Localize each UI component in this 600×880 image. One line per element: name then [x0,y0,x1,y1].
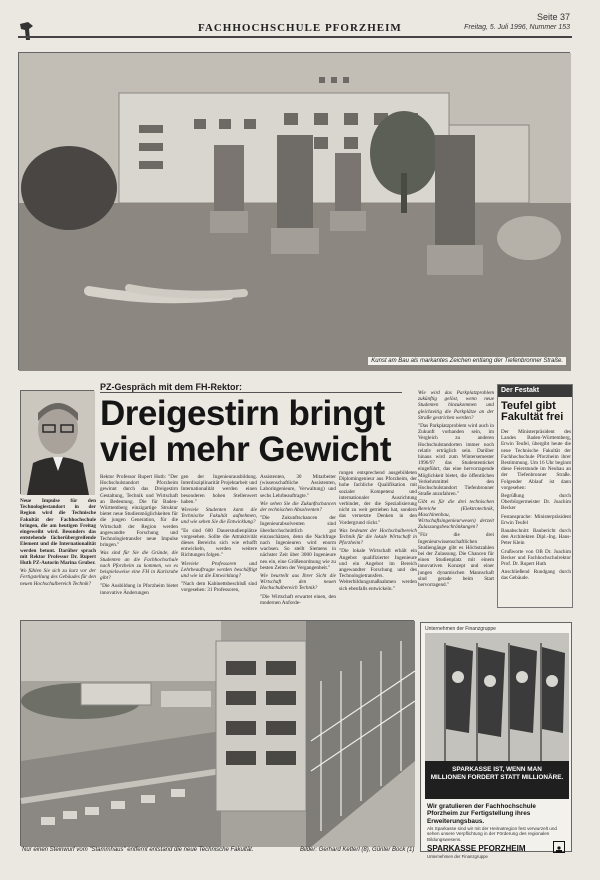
section-title: FACHHOCHSCHULE PFORZHEIM [198,22,402,34]
question-6: Wie beurteilt aus Ihrer Sicht die Wirtschaft den neuen Hochschulbereich Technik? [260,573,336,592]
sidebar-item: Bauabschnitt: Baubericht durch den Architekten Dipl.-Ing. Hans-Peter Klein [501,528,571,547]
kicker-rule [100,392,402,393]
question-2: Was sind für Sie die Gründe, die Studenten an die Fachhochschule nach Pforzheim zu kommen, wo es beispielsweise eine FH in Karlsruhe gibt? [100,550,178,582]
sidebar-tag: Der Festakt [498,385,572,397]
bottom-photo-faculty [20,620,414,846]
rektor-portrait [20,390,94,494]
page-number: Seite 37 [536,12,570,22]
sparkasse-advertisement [420,622,572,859]
answer-1: Rektor Professor Rupert Huth: "Der Hochschulstandort Pforzheim gewinnt durch das Dreigestirn Gestaltung, Technik und Wirtschaft an Bedeutung. Die für Baden-Württemberg einzigartige Struktur bietet neue Studienmöglichkeiten für die jungen Generation, für die Wirtschaft der Region werden angewandte Forschung und Technologietransfer neue Impulse bringen." [100,474,178,549]
headline-line-1: Dreigestirn bringt [100,394,385,433]
sidebar-intro: Der Ministerpräsident des Landes Baden-Württemberg, Erwin Teufel, übergibt heute die neue Technische Fakultät der Fachhochschule Pforzheim ihrer Bestimmung. Um 16 Uhr beginnt diese Feierstunde im Neubau an der Tiefenbronner Straße. Folgender Ablauf ist dann vorgesehen: [501,429,571,491]
ad-slogan: Unternehmen der Finanzgruppe [427,854,488,859]
article-column-5 [339,470,417,614]
answer-3: "Es sind 600 Dauerstudienplätze vorgesehen. Sollte die Attraktivität dieses Bereichs sich wie erhofft entwickeln, werden weitere Richtungen folgen." [181,527,257,559]
ad-topline: Unternehmen der Finanzgruppe [425,626,496,632]
ad-brand-name: SPARKASSE PFORZHEIM [427,844,526,853]
issue-date: Freitag, 5. Juli 1996, Nummer 153 [464,24,570,31]
ad-flags-image [425,633,569,761]
article-intro: Neue Impulse für den Technologiestandort in der Region wird die Technische Fakultät der Fachhochschule bringen, die am heutigen Freitag eingeweiht wird. Besonders das entstehende fächerübergreifende Element und die Internationalität werden betont. Darüber sprach mit Rektor Professor Dr. Rupert Huth PZ-Autorin Marina Gruber. [20,498,96,567]
answer-2-start: "Die Ausbildung in Pforzheim bietet innovative Änderungen [100,583,178,596]
question-7: Was bedeutet der Hochschulbereich Technik für die lokale Wirtschaft in Pforzheim? [339,527,417,547]
sidebar-item: Grußworte von OB Dr. Joachim Becker und Fachhochschulrektor Prof. Dr. Rupert Huth [501,548,571,568]
answer-5: "Die Zukunftschancen der Ingenieurabsolventen sind überdurchschnittlich gut einzuschätzen, denn die Nachfrage nach Ingenieuren wird enorm wachsen. So stellt Siemens in nächster Zeit über 3000 Ingenieure neu ein, eine Größenordnung wie zu besten Zeiten der Vergangenheit." [260,515,336,571]
sidebar-body [501,429,571,605]
header-rule [18,36,572,38]
ad-banner [425,761,569,799]
ad-small-print: Als Sparkasse sind wir mit der Heimatregion fest verwurzelt und sehen unsere Verpflichtung in der Förderung des regionalen Bildungswesens. [427,826,557,842]
sidebar-item: Begrüßung durch Oberbürgermeister Dr. Joachim Becker [501,493,571,512]
question-1: Wo fühlen Sie sich zu kurz vor der Fertigstellung des Gebäudes für den neuen Hochschulbereich Technik? [20,568,96,587]
question-3: Wieviele Studenten kann die Technische Fakultät aufnehmen, und wie sehen Sie die Entwicklung? [181,507,257,526]
newspaper-logo-icon [18,20,36,42]
top-photo-sculptures [18,52,570,370]
sparkasse-logo-icon [553,841,565,853]
sidebar-item: Festansprache: Ministerpräsident Erwin Teufel [501,513,571,526]
question-8: Wie wird das Parkplatzproblem zukünftig gelöst, wenn neue Studenten hinzukommen und gleichzeitig die Parkplätze an der Straße gestrichen werden? [418,390,494,421]
question-4: Wieviele Professoren und Lehrbeauftragte werden beschäftigt und wie ist die Entwicklung? [181,560,257,580]
sidebar-festakt [497,384,573,608]
headline-line-2: viel mehr Gewicht [100,430,392,469]
article-column-1 [20,498,96,610]
sidebar-headline: Teufel gibt Fakultät frei [501,400,564,423]
answer-6-end: rungen entsprechend ausgebildeten Diplomingenieur aus Pforzheim, der hohe fachliche Qualifikation mit sozialer Kompetenz und internationaler Ausrichtung verbindet, der die Spezialisierung nicht zu weit getrieben hat, sondern das vernetzte Denken in den Vordergrund rückt." [339,470,417,526]
top-photo-caption: Kunst am Bau als markantes Zeichen entlang der Tiefenbronner Straße. [368,357,566,365]
ad-banner-line-2: MILLIONEN FORDERT STATT MILLIONÄRE. [430,774,564,781]
article-column-2 [100,474,178,614]
sidebar-closing: Anschließend Rundgang durch das Gebäude. [501,569,571,582]
question-5: Wie sehen Sie die Zukunftschancen der technischen Absolventen? [260,500,336,514]
ad-congratulations: Wir gratulieren der Fachhochschule Pforzheim zur Fertigstellung ihres Erweiterungsbaus. [427,803,536,825]
answer-2-end: gen der Ingenieurausbildung. Interdisziplinarität Projektarbeit und Internationalität werden einen besonderen hohen Stellenwert haben." [181,474,257,505]
article-column-6 [418,390,494,612]
answer-4-start: "Nach dem Kabinettsbeschluß sind vorgesehen: 31 Professoren, [181,581,257,594]
answer-4-end: Assistenten, 30 Mitarbeiter (wissenschaftliche Assistenten, Laboringenieure, Verwaltung) und sechs Lehrbeauftragte." [260,474,336,499]
article-column-4 [260,474,336,614]
bottom-photo-caption: Nur einen Steinwurf vom "Stammhaus" entfernt entstand die neue Technische Fakultät. [22,847,254,853]
answer-8: "Das Parkplatzproblem wird auch in Zukunft vorhanden sein, im Vergleich zu anderen Hochschulstandorten immer noch relativ erträglich sein. Darüber hinaus wird zum Wintersemester 1996/97 das Studententicket eingeführt, das eine hervorragende Möglichkeit bietet, die öffentlichen Verkehrsmittel den Hochschulstandort Tiefenbronner Straße anzufahren." [418,423,494,498]
question-9: Gibt es für die drei technischen Bereiche (Elektrotechnik, Maschinenbau, Wirtschaftsingenieurwesen) derzeit Zulassungsbeschränkungen? [418,499,494,531]
article-kicker: PZ-Gespräch mit dem FH-Rektor: [100,382,243,392]
answer-6-start: "Die Wirtschaft erwartet einen, den modernen Anforde- [260,593,336,606]
photo-credit: Bilder: Gerhard Ketterl (8), Günter Bock (1) [300,847,415,853]
article-column-3 [181,474,257,614]
answer-9: "Für die drei Ingenieurwissenschaftlichen Studiengänge gibt es Höchstzahlen bei der Zulassung. Die Chancen für einen Studienplatz mit einem innovativen Konzept und einer jungen dynamischen Mannschaft sind gerade beim Start hervorragend." [418,532,494,589]
article-headline [100,396,391,468]
ad-banner-line-1: SPARKASSE IST, WENN MAN [452,766,542,773]
answer-7: "Die lokale Wirtschaft erhält ein Angebot qualifizierter Ingenieure und ein Angebot im Bereich angewandter Forschung und des Technologietransfers. Weiterbildungsmaßnahmen werden sich ebenfalls entwickeln." [339,548,417,592]
